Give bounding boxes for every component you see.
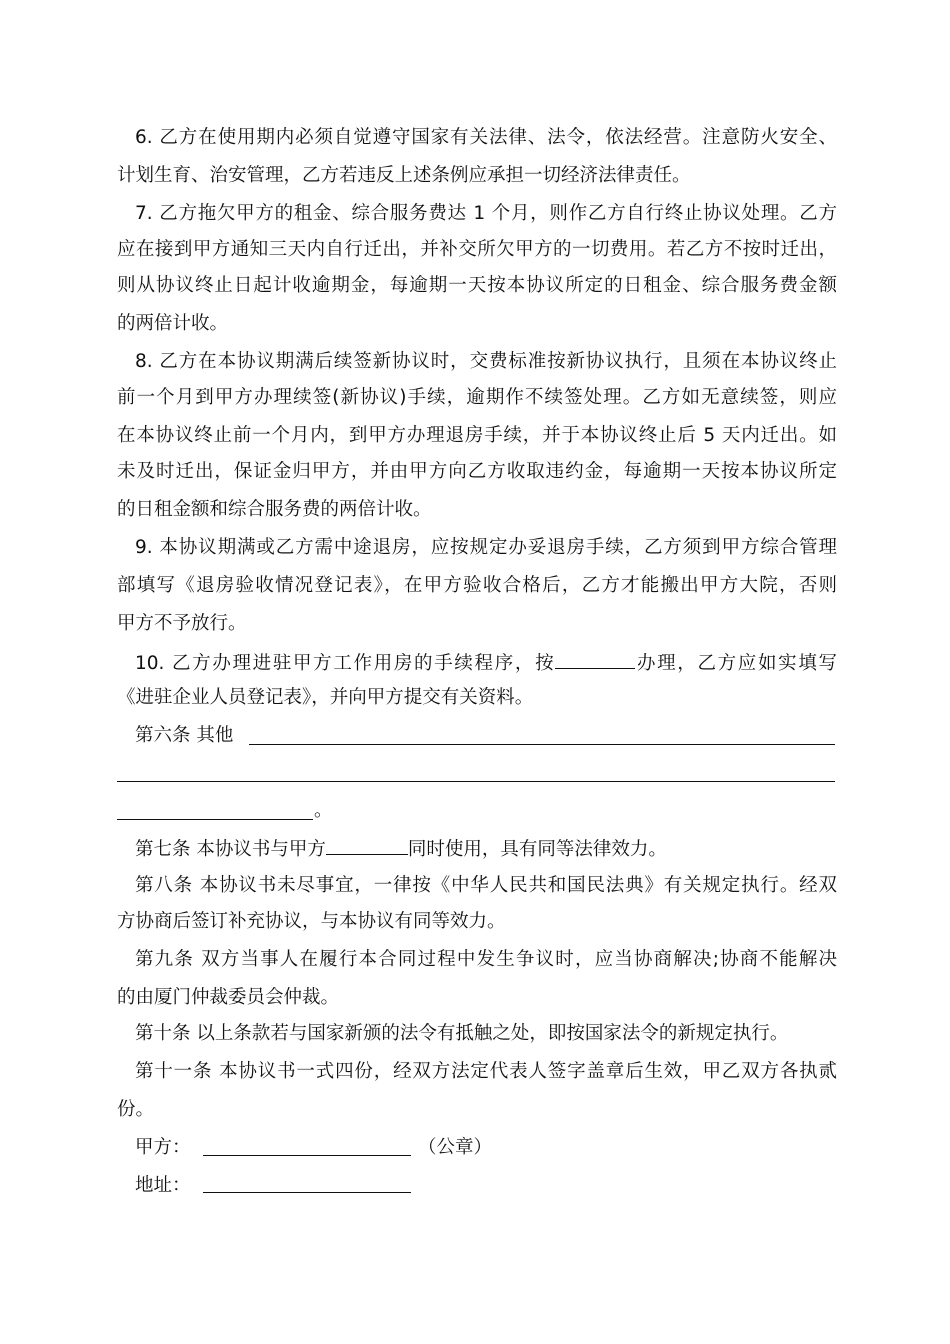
clause-item-6-line-2: 计划生育、治安管理，乙方若违反上述条例应承担一切经济法律责任。 [117,165,691,186]
clause-item-10-line-1 [135,650,837,676]
clause-item-9-line-2: 部填写《退房验收情况登记表》，在甲方验收合格后，乙方才能搬出甲方大院，否则 [117,575,837,596]
clause-item-8-line-2: 前一个月到甲方办理续签(新协议)手续，逾期作不续签处理。乙方如无意续签，则应 [117,387,837,408]
article-11-line-2: 份。 [117,1099,155,1120]
article-10-line: 第十条 以上条款若与国家新颁的法令有抵触之处，即按国家法令的新规定执行。 [135,1023,789,1044]
clause-item-6-line-1: 6. 乙方在使用期内必须自觉遵守国家有关法律、法令，依法经营。注意防火安全、 [135,127,837,148]
article-11-line-1: 第十一条 本协议书一式四份，经双方法定代表人签字盖章后生效，甲乙双方各执贰 [135,1061,837,1082]
clause-item-10-text-before: 10. 乙方办理进驻甲方工作用房的手续程序，按 [135,653,556,674]
clause-item-7-line-3: 则从协议终止日起计收逾期金，每逾期一天按本协议所定的日租金、综合服务费金额 [117,275,837,296]
article-7-blank-field[interactable] [326,836,408,855]
clause-item-8-line-1: 8. 乙方在本协议期满后续签新协议时，交费标准按新协议执行，且须在本协议终止 [135,351,837,372]
article-7-text-before: 第七条 本协议书与甲方 [135,839,326,860]
clause-item-10-text-after: 办理，乙方应如实填写 [635,653,837,674]
article-6-blank-line-3[interactable] [117,819,313,820]
article-7-text-after: 同时使用，具有同等法律效力。 [407,839,667,860]
article-9-line-2: 的由厦门仲裁委员会仲裁。 [117,987,340,1008]
article-6-blank-line-1[interactable] [249,744,835,745]
article-8-line-2: 方协商后签订补充协议，与本协议有同等效力。 [117,911,506,932]
article-6-end-mark: 。 [314,800,333,821]
article-9-line-1: 第九条 双方当事人在履行本合同过程中发生争议时，应当协商解决;协商不能解决 [135,949,837,970]
clause-item-7-line-4: 的两倍计收。 [117,313,229,334]
seal-note: （公章） [418,1137,493,1158]
address-label: 地址： [135,1175,191,1196]
clause-item-9-line-3: 甲方不予放行。 [117,613,247,634]
party-a-signature-blank[interactable] [203,1155,411,1156]
address-blank[interactable] [203,1192,411,1193]
clause-item-7-line-2: 应在接到甲方通知三天内自行迁出，并补交所欠甲方的一切费用。若乙方不按时迁出， [117,239,837,260]
clause-item-8-line-5: 的日租金额和综合服务费的两倍计收。 [117,499,432,520]
clause-item-8-line-4: 未及时迁出，保证金归甲方，并由甲方向乙方收取违约金，每逾期一天按本协议所定 [117,461,837,482]
article-6-blank-line-2[interactable] [117,781,835,782]
article-6-label: 第六条 其他 [135,725,234,746]
article-8-line-1: 第八条 本协议书未尽事宜，一律按《中华人民共和国民法典》有关规定执行。经双 [135,875,837,896]
party-a-label: 甲方： [135,1137,191,1158]
clause-item-7-line-1: 7. 乙方拖欠甲方的租金、综合服务费达 1 个月，则作乙方自行终止协议处理。乙方 [135,203,837,224]
clause-item-9-line-1: 9. 本协议期满或乙方需中途退房，应按规定办妥退房手续，乙方须到甲方综合管理 [135,537,837,558]
clause-item-10-line-2: 《进驻企业人员登记表》，并向甲方提交有关资料。 [117,687,534,708]
clause-item-8-line-3: 在本协议终止前一个月内，到甲方办理退房手续，并于本协议终止后 5 天内迁出。如 [117,425,837,446]
procedure-blank-field[interactable] [555,650,635,669]
article-7-line [135,836,837,862]
